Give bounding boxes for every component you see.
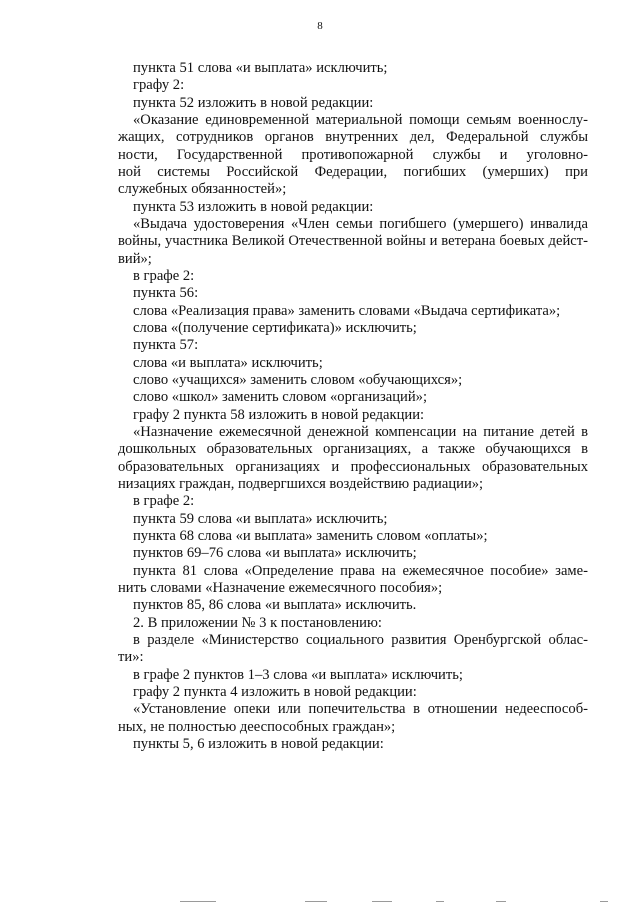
text-line: графу 2: [133, 77, 185, 94]
text-line: образовательных организациях и профессиональных образовательных [118, 458, 588, 475]
text-line: ной системы Российской Федерации, погибших (умерших) при [118, 164, 588, 180]
text-line: слово «школ» заменить словом «организаций»; [133, 389, 428, 406]
text-line: пунктов 69–76 слова «и выплата» исключить; [133, 545, 417, 562]
text-line: пункты 5, 6 изложить в новой редакции: [133, 735, 384, 752]
text-line: пункта 53 изложить в новой редакции: [133, 198, 374, 215]
scan-artifact-line [600, 901, 608, 902]
text-line: «Назначение ежемесячной денежной компенсации на питание детей в [133, 423, 588, 440]
text-line: дошкольных образовательных организациях, а также обучающихся в [118, 441, 588, 458]
text-line: слова «Реализация права» заменить словами «Выдача сертификата»; [133, 302, 561, 319]
text-line: вий»; [118, 250, 152, 267]
text-line: пунктов 85, 86 слова «и выплата» исключить. [133, 597, 417, 614]
text-line: ности, Государственной противопожарной службы и уголовно- [118, 146, 588, 163]
text-line: ных, не полностью дееспособных граждан»; [118, 718, 396, 735]
text-line: войны, участника Великой Отечественной войны и ветерана боевых дейст- [118, 233, 588, 250]
text-line: пункта 56: [133, 285, 199, 302]
text-line: 2. В приложении № 3 к постановлению: [133, 614, 382, 631]
text-line: пункта 81 слова «Определение права на ежемесячное пособие» заме- [133, 562, 588, 579]
page-number: 8 [317, 20, 323, 32]
text-line: пункта 57: [133, 337, 199, 354]
scan-artifact-line [436, 901, 444, 902]
text-line: нить словами «Назначение ежемесячного пособия»; [118, 579, 443, 596]
text-line: пункта 59 слова «и выплата» исключить; [133, 510, 388, 527]
text-line: «Оказание единовременной материальной помощи семьям военнослу- [133, 112, 588, 128]
text-line: в графе 2: [133, 493, 195, 510]
scan-artifact-line [180, 901, 216, 902]
scan-artifact-line [372, 901, 392, 902]
text-line: слова «и выплата» исключить; [133, 354, 323, 371]
text-line: в графе 2 пунктов 1–3 слова «и выплата» исключить; [133, 666, 463, 683]
text-line: в разделе «Министерство социального развития Оренбургской облас- [133, 631, 588, 648]
text-line: жащих, сотрудников органов внутренних дел, Федеральной службы [118, 129, 588, 146]
text-line: слово «учащихся» заменить словом «обучающихся»; [133, 371, 463, 388]
text-line: пункта 52 изложить в новой редакции: [133, 94, 374, 111]
text-line: «Выдача удостоверения «Член семьи погибшего (умершего) инвалида [133, 216, 588, 232]
scan-artifact-line [305, 901, 327, 902]
text-line: в графе 2: [133, 268, 195, 284]
text-line: графу 2 пункта 58 изложить в новой редакции: [133, 406, 425, 423]
text-line: слова «(получение сертификата)» исключить; [133, 319, 417, 336]
text-line: низациях граждан, подвергшихся воздействию радиации»; [118, 475, 484, 492]
text-line: пункта 51 слова «и выплата» исключить; [133, 60, 388, 76]
scan-artifact-line [496, 901, 506, 902]
text-line: служебных обязанностей»; [118, 181, 287, 198]
text-line: пункта 68 слова «и выплата» заменить словом «оплаты»; [133, 527, 488, 544]
text-line: графу 2 пункта 4 изложить в новой редакции: [133, 683, 417, 700]
text-line: «Установление опеки или попечительства в отношении недееспособ- [133, 701, 588, 718]
text-line: ти»: [118, 649, 144, 666]
